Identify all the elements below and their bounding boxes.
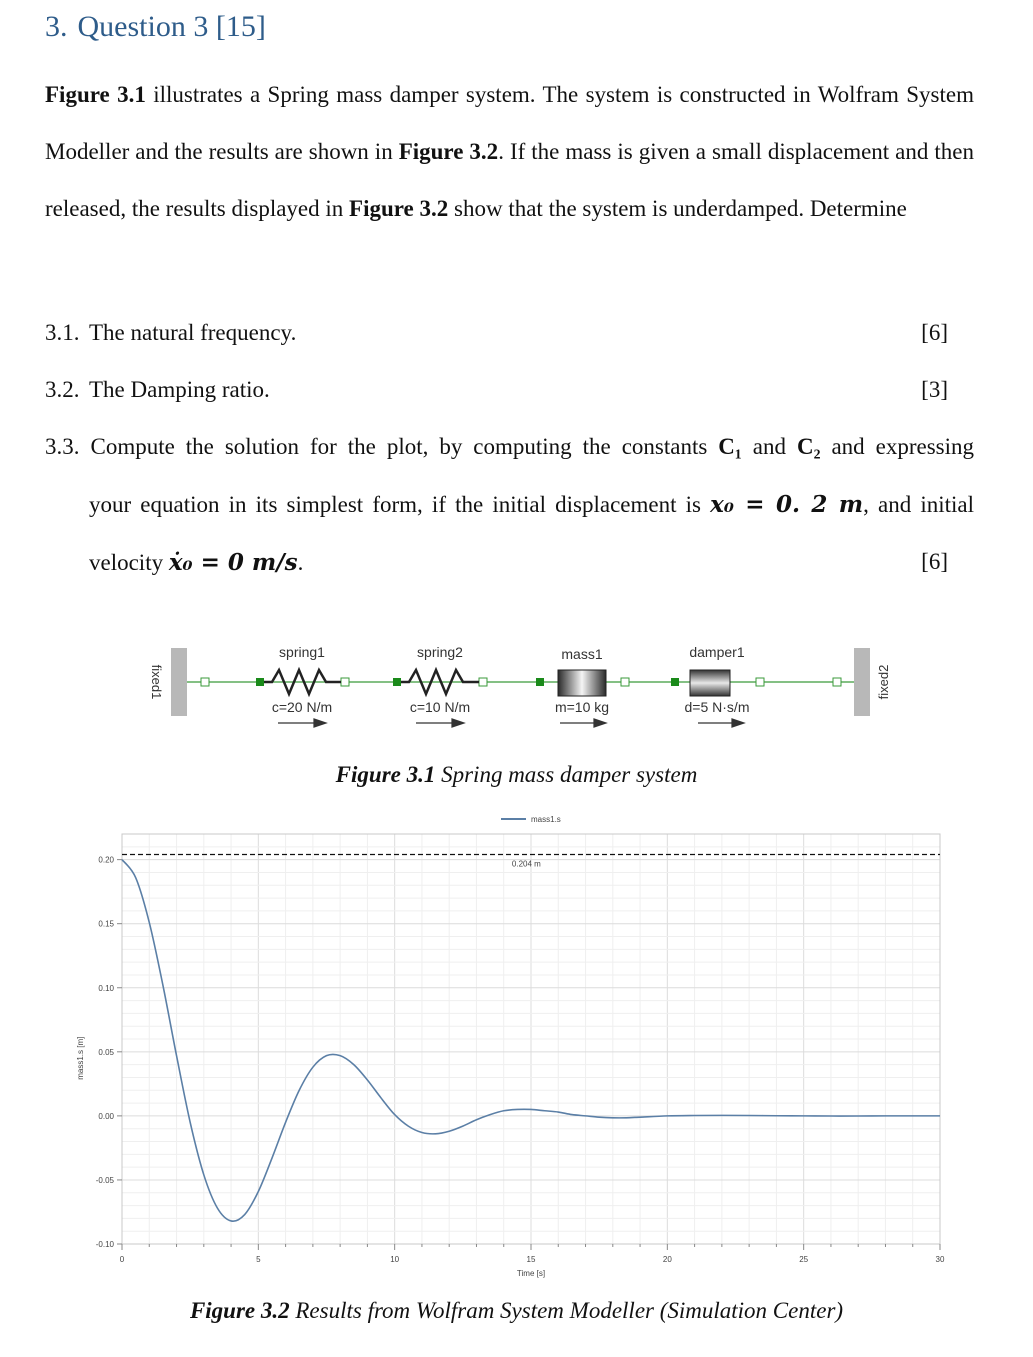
reference-line-label: 0.204 m [511,859,541,869]
port-filled [671,678,679,686]
port-hollow [479,678,487,686]
spring2-param: c=10 N/m [409,699,471,715]
question-text: The natural frequency. [89,320,297,345]
q33-text-3: your equation in its simplest form, if the initial displacement is [89,492,711,517]
mass1-block [558,670,606,696]
figure-3-1-caption [0,762,1033,788]
question-number: 3.2. [45,377,80,402]
question-marks: [6] [921,549,948,574]
y-tick-label: -0.05 [95,1175,114,1185]
intro-text-1: illustrates a Spring mass damper system. The system is constructed in Wolfram System Modeller and the results are shown in [45,82,974,164]
question-3-3-line-3 [89,549,948,576]
initial-velocity-expr: ẋ₀ = 0 m/s [168,549,298,576]
y-tick-label: 0.10 [98,983,114,993]
caption-text: Results from Wolfram System Modeller (Simulation Center) [289,1298,844,1323]
question-number: 3.3. [45,434,80,459]
fixed2-label: fixed2 [876,664,891,700]
y-axis-ticks [96,856,122,1249]
y-tick-label: 0.15 [98,919,114,929]
x-axis-label: Time [s] [516,1269,546,1278]
port-hollow [341,678,349,686]
question-3-3-line-2 [89,491,974,518]
caption-label: Figure 3.2 [189,1298,290,1323]
question-3-3-line-1 [45,434,974,460]
port-filled [536,678,544,686]
port-hollow [201,678,209,686]
q33-text-6: . [297,550,304,575]
arrow-right-icon [560,719,606,727]
caption-text: Spring mass damper system [435,762,698,787]
y-tick-label: -0.10 [95,1240,114,1249]
x-tick-label: 5 [256,1255,261,1264]
x-tick-label: 30 [935,1255,945,1264]
arrow-right-icon [416,719,464,727]
mass1-param: m=10 kg [554,699,610,715]
mass1-label: mass1 [561,646,603,662]
port-hollow [756,678,764,686]
fixed2-wall [854,648,870,716]
constant-c2: C₂ [796,434,821,459]
displacement-chart [0,806,1033,1286]
q33-text-4: , and initial [863,492,975,517]
question-number: 3.1. [45,320,80,345]
port-hollow [833,678,841,686]
intro-paragraph [45,66,974,237]
spring-mass-damper-diagram [0,630,1033,730]
figure-3-2-ref-2: Figure 3.2 [349,196,449,221]
constant-c1: C₁ [718,434,742,459]
x-tick-label: 10 [390,1255,400,1264]
y-tick-label: 0.20 [98,855,114,865]
intro-text-2: . If the mass is given a small displacement and then released, the results displayed in [45,139,974,221]
damper1-param: d=5 N·s/m [684,699,750,715]
spring1-label: spring1 [279,644,325,660]
question-3-2 [45,377,948,407]
port-filled [256,678,264,686]
y-tick-label: 0.00 [98,1111,114,1121]
fixed1-wall [171,648,187,716]
port-filled [393,678,401,686]
chart-grid [122,834,940,1244]
y-tick-label: 0.05 [98,1047,114,1057]
port-hollow [621,678,629,686]
fixed1-label: fixed1 [149,664,164,700]
initial-displacement-expr: x₀ = 0. 2 m [710,491,864,518]
damper1-label: damper1 [689,644,745,660]
question-marks: [3] [921,377,948,402]
y-axis-label: mass1.s [m] [76,1036,85,1080]
legend-label: mass1.s [531,815,561,824]
arrow-right-icon [278,719,326,727]
x-tick-label: 20 [662,1255,672,1264]
spring1-param: c=20 N/m [271,699,333,715]
heading-number: 3. [45,10,68,43]
caption-label: Figure 3.1 [335,762,436,787]
x-tick-label: 25 [799,1255,809,1264]
spring2-label: spring2 [417,644,463,660]
q33-text-2: and expressing [820,434,975,459]
question-heading [45,10,266,44]
arrow-right-icon [698,719,744,727]
question-marks: [6] [921,320,948,345]
x-tick-label: 0 [119,1255,125,1264]
figure-3-2-ref: Figure 3.2 [398,139,499,164]
x-axis-ticks [120,1244,945,1264]
intro-text-3: show that the system is underdamped. Determine [448,196,907,221]
q33-text-5: velocity [89,550,169,575]
damper1-body [690,670,730,696]
q33-text-1: Compute the solution for the plot, by computing the constants [90,434,719,459]
figure-3-2-caption [0,1298,1033,1324]
question-3-1 [45,320,948,350]
question-text: The Damping ratio. [89,377,270,402]
heading-title: Question 3 [15] [77,10,266,43]
q33-and: and [741,434,797,459]
x-tick-label: 15 [526,1255,536,1264]
figure-3-1-ref: Figure 3.1 [45,82,146,107]
